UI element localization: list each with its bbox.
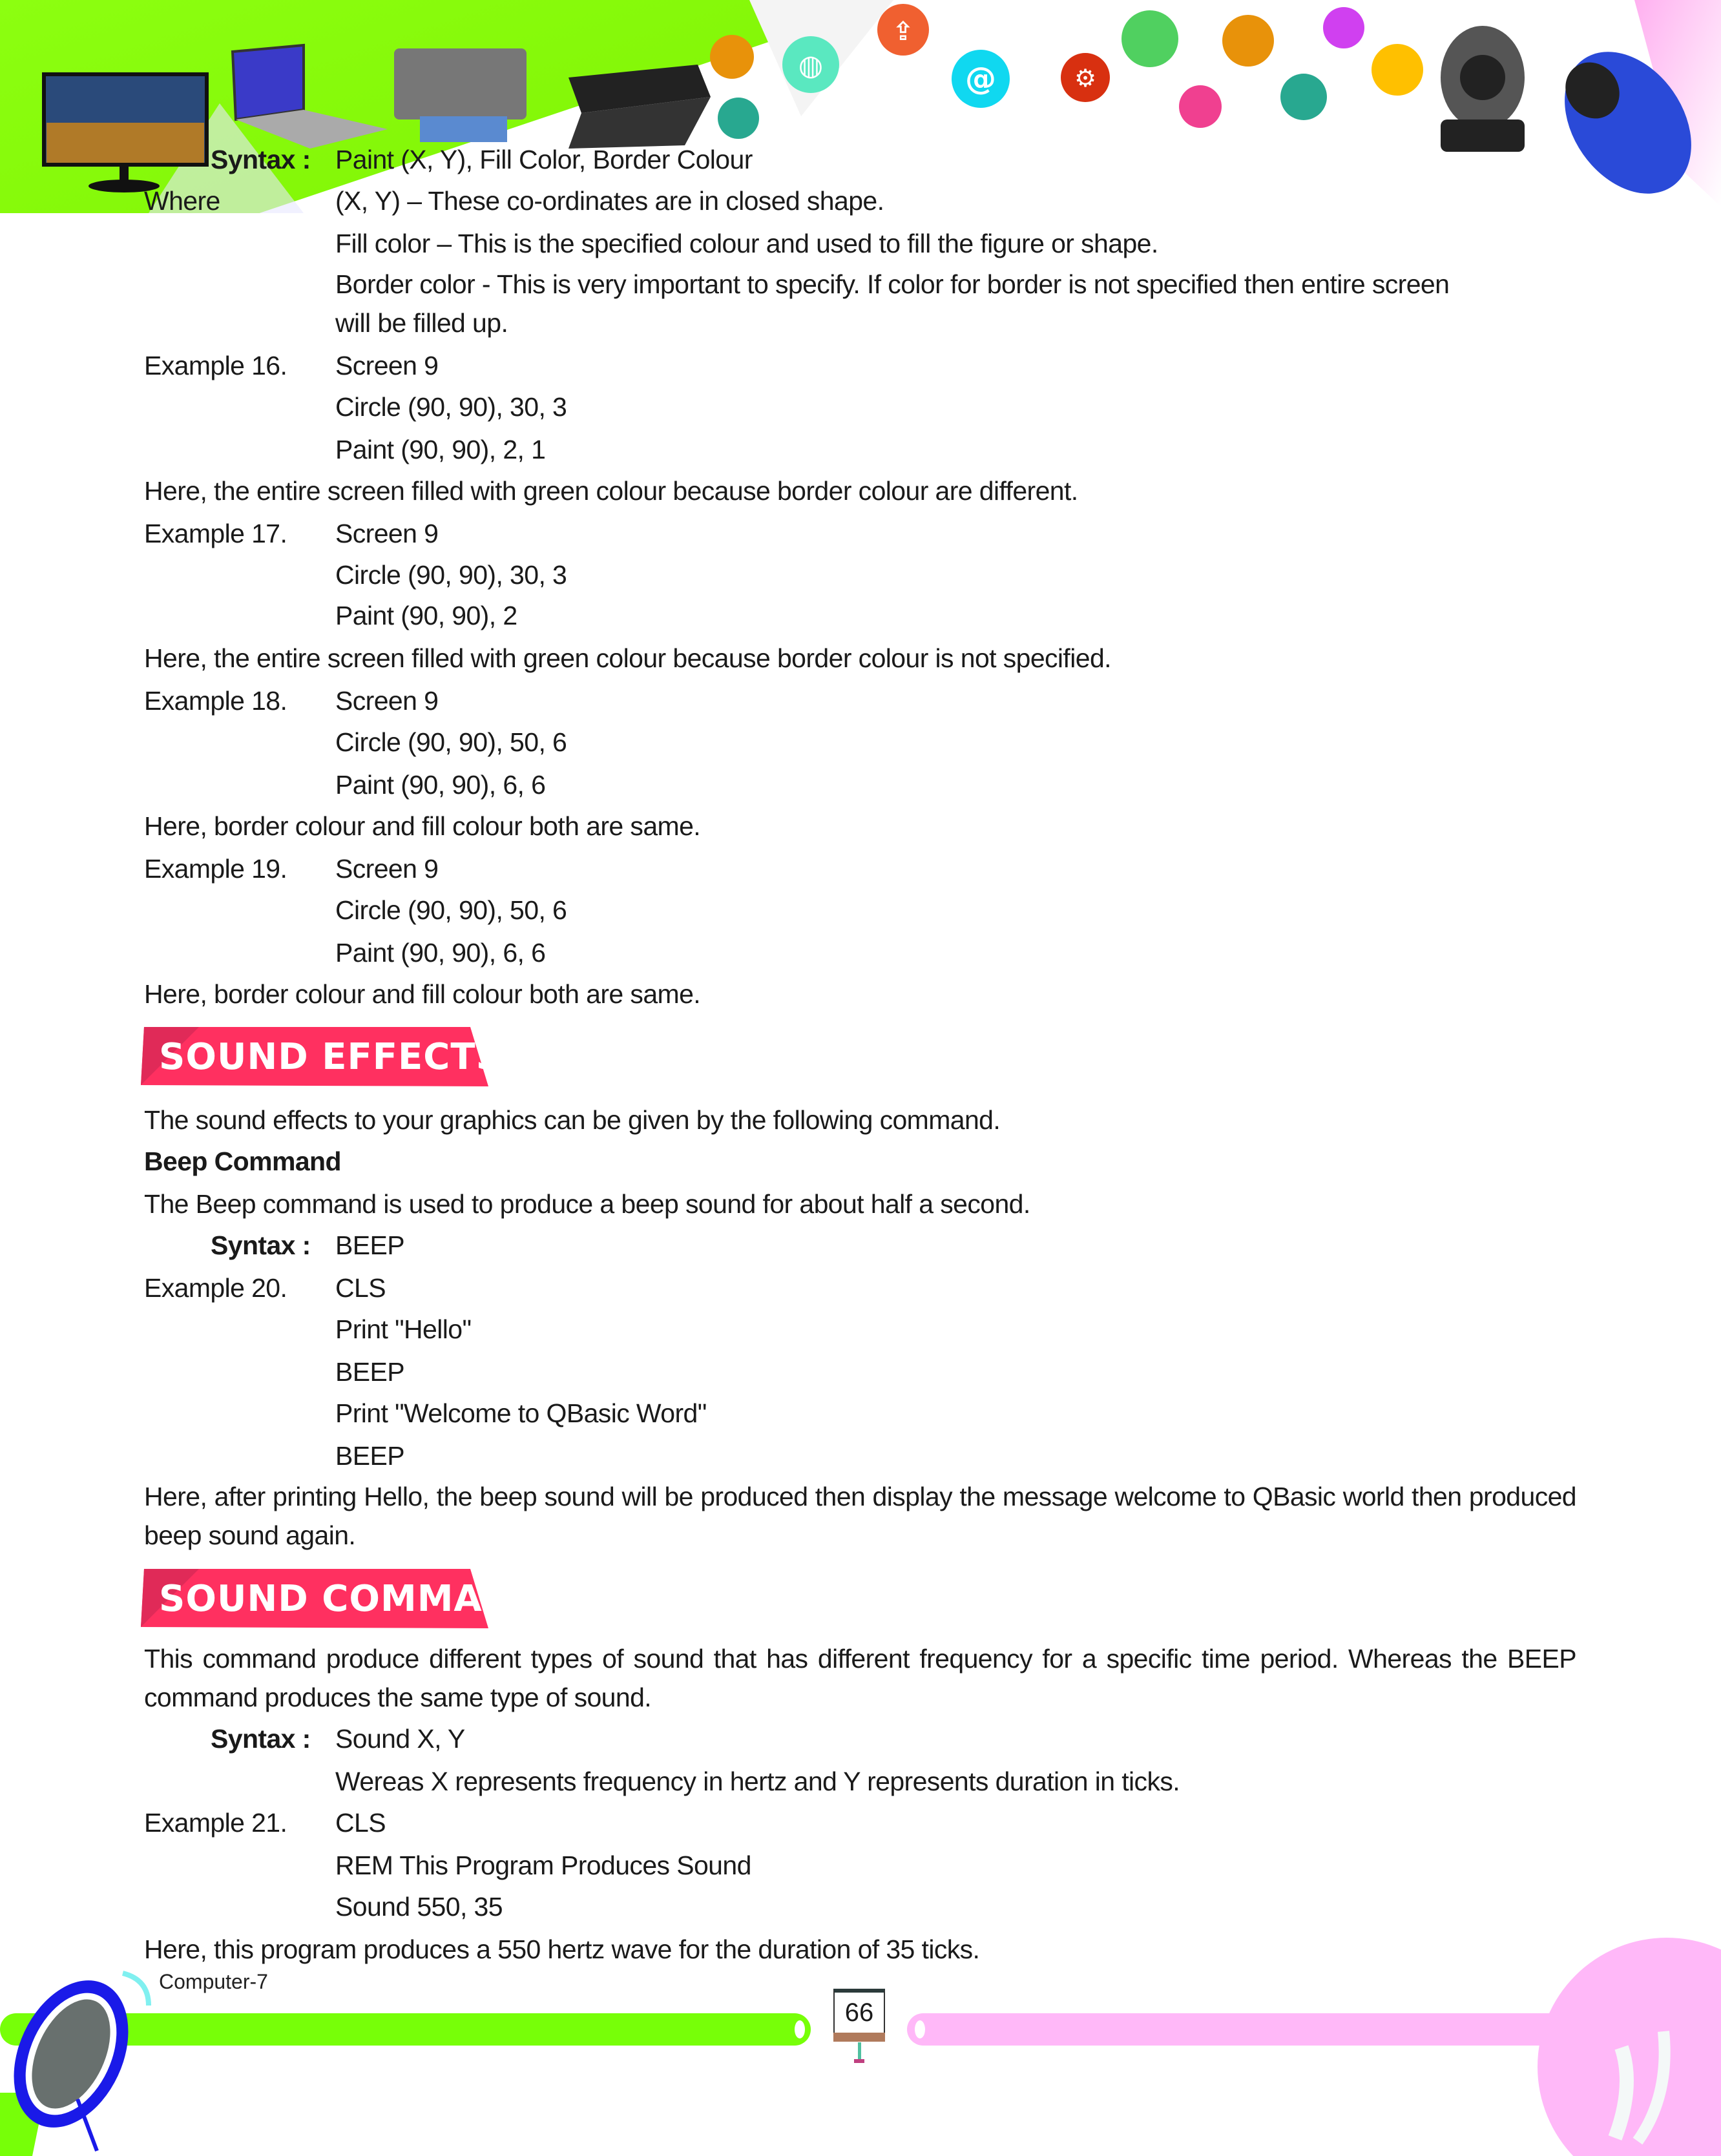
- code-text: Wereas X represents frequency in hertz and Y represents duration in ticks.: [335, 1766, 1180, 1796]
- folder-icon: [1323, 7, 1364, 48]
- syntax-label: Syntax :: [211, 1230, 311, 1260]
- code-text: Border color - This is very important to specify. If color for border is not specified then entire screen: [335, 269, 1450, 300]
- webcam-image: [1441, 26, 1525, 152]
- body-text: The sound effects to your graphics can be given by the following command.: [144, 1105, 1001, 1135]
- code-text: Sound 550, 35: [335, 1891, 503, 1922]
- code-text: Fill color – This is the specified colour and used to fill the figure or shape.: [335, 228, 1158, 258]
- code-text: Paint (X, Y), Fill Color, Border Colour: [335, 144, 753, 174]
- example-label: Example 21.: [144, 1807, 287, 1838]
- scanner-image: [568, 65, 711, 149]
- code-text: Screen 9: [335, 686, 439, 716]
- code-text: Screen 9: [335, 518, 439, 548]
- body-text: Here, the entire screen filled with green colour because border colour is not specified.: [144, 643, 1111, 674]
- monitor-icon: [1372, 44, 1423, 96]
- code-text: Screen 9: [335, 853, 439, 884]
- example-label: Example 16.: [144, 351, 287, 381]
- code-text: CLS: [335, 1272, 386, 1303]
- code-text: REM This Program Produces Sound: [335, 1850, 751, 1880]
- code-text: Print "Hello": [335, 1314, 472, 1344]
- syntax-label: Syntax :: [211, 1723, 311, 1754]
- code-text: Paint (90, 90), 6, 6: [335, 770, 546, 800]
- page-number: [833, 1989, 885, 2042]
- mouse-icon: [710, 35, 754, 79]
- code-text: BEEP: [335, 1440, 404, 1471]
- svg-text:◍: ◍: [798, 49, 824, 82]
- example-label: Example 17.: [144, 518, 287, 548]
- code-text: Circle (90, 90), 50, 6: [335, 727, 567, 758]
- paragraph: This command produce different types of sound that has different frequency for a specific time period. Whereas the BEEP command produces the same type of sound.: [144, 1644, 1576, 1713]
- subheading: Beep Command: [144, 1146, 341, 1177]
- monitor-stand-icon: [833, 2033, 885, 2042]
- code-text: Print "Welcome to QBasic Word": [335, 1398, 707, 1428]
- body-text: Here, border colour and fill colour both are same.: [144, 811, 701, 841]
- syntax-label: Syntax :: [211, 144, 311, 174]
- people-icon: [1121, 10, 1178, 67]
- footer-pink-circle: [1538, 1938, 1721, 2156]
- svg-text:@: @: [965, 61, 996, 97]
- header-banner: [0, 0, 1721, 213]
- bar-chart-icon: [1280, 74, 1327, 120]
- example-label: Where: [144, 185, 220, 216]
- example-label: Example 20.: [144, 1272, 287, 1303]
- code-text: (X, Y) – These co-ordinates are in closed shape.: [335, 185, 884, 216]
- mouse-icon-2: [1222, 15, 1274, 67]
- body-text: Here, border colour and fill colour both are same.: [144, 979, 701, 1009]
- code-text: Paint (90, 90), 6, 6: [335, 937, 546, 968]
- gamepad-icon: [1179, 85, 1222, 128]
- code-text: CLS: [335, 1807, 386, 1838]
- body-text: The Beep command is used to produce a beep sound for about half a second.: [144, 1189, 1030, 1219]
- code-text: BEEP: [335, 1356, 404, 1387]
- example-label: Example 18.: [144, 686, 287, 716]
- paragraph: Here, after printing Hello, the beep sound will be produced then display the message welcome to QBasic world then produced beep sound again.: [144, 1482, 1576, 1551]
- code-text: Circle (90, 90), 30, 3: [335, 391, 567, 422]
- example-label: Example 19.: [144, 853, 287, 884]
- body-text: Here, the entire screen filled with green colour because border colour are different.: [144, 475, 1078, 506]
- code-text: Circle (90, 90), 50, 6: [335, 895, 567, 925]
- svg-text:⇪: ⇪: [892, 17, 914, 47]
- section-heading-text: SOUND COMMAND: [159, 1577, 545, 1620]
- code-text: Sound X, Y: [335, 1723, 465, 1754]
- body-text: Here, this program produces a 550 hertz wave for the duration of 35 ticks.: [144, 1934, 980, 1964]
- signal-waves-icon: [123, 1973, 149, 2006]
- svg-text:⚙: ⚙: [1074, 64, 1097, 92]
- code-text: Screen 9: [335, 351, 439, 381]
- footer-book-title: Computer-7: [159, 1970, 268, 1993]
- code-text: will be filled up.: [335, 308, 508, 338]
- code-text: Circle (90, 90), 30, 3: [335, 559, 567, 590]
- chart-icon: [718, 98, 759, 139]
- code-text: Paint (90, 90), 2, 1: [335, 434, 546, 464]
- code-text: Paint (90, 90), 2: [335, 601, 517, 631]
- section-heading-text: SOUND EFFECTS: [159, 1036, 503, 1079]
- page-number-text: 66: [844, 1998, 874, 2027]
- code-text: BEEP: [335, 1230, 404, 1260]
